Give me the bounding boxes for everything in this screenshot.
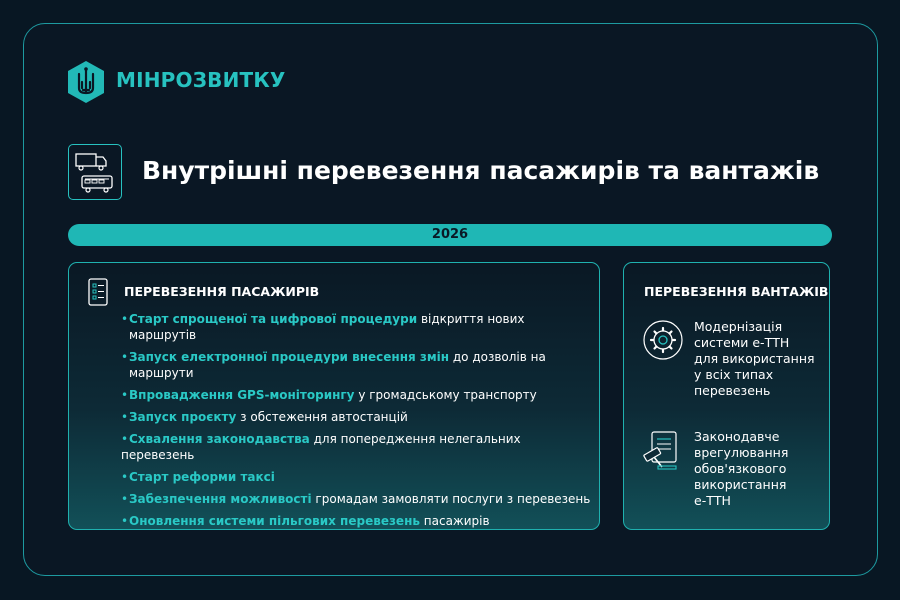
cargo-item-text bbox=[694, 429, 822, 509]
highlight-text: Запуск електронної процедури внесення змін bbox=[129, 350, 450, 364]
list-item bbox=[121, 409, 591, 425]
list-item bbox=[121, 513, 591, 529]
highlight-text: Старт спрощеної та цифрової процедури bbox=[129, 312, 418, 326]
item-text-cont: маршрути bbox=[129, 366, 194, 380]
item-text: з обстеження автостанцій bbox=[236, 410, 408, 424]
highlight-text: Запуск проєкту bbox=[129, 410, 237, 424]
highlight-text: Впровадження GPS-моніторингу bbox=[129, 388, 355, 402]
text-line: Модернізація bbox=[694, 319, 783, 334]
bullet: • bbox=[121, 514, 129, 528]
bullet: • bbox=[121, 350, 129, 364]
text-line: у всіх типах bbox=[694, 367, 774, 382]
page-title: Внутрішні перевезення пасажирів та вантажів bbox=[142, 156, 820, 185]
transport-icon-box bbox=[68, 144, 122, 200]
item-text-cont: маршрутів bbox=[129, 328, 197, 342]
highlight-text: Забезпечення можливості bbox=[129, 492, 312, 506]
list-item bbox=[121, 311, 591, 343]
item-text: громадам замовляти послуги з перевезень bbox=[311, 492, 591, 506]
item-text: у громадському транспорту bbox=[354, 388, 537, 402]
cargo-heading: ПЕРЕВЕЗЕННЯ ВАНТАЖІВ bbox=[644, 284, 829, 299]
bullet: • bbox=[121, 312, 129, 326]
list-item bbox=[121, 469, 591, 485]
checklist-icon bbox=[87, 277, 111, 307]
bullet: • bbox=[121, 410, 129, 424]
highlight-text: Схвалення законодавства bbox=[129, 432, 310, 446]
cargo-item-text bbox=[694, 319, 822, 399]
ministry-logo-icon bbox=[66, 60, 106, 104]
item-text: відкриття нових bbox=[417, 312, 525, 326]
brand-name: МІНРОЗВИТКУ bbox=[116, 68, 286, 92]
passengers-heading: ПЕРЕВЕЗЕННЯ ПАСАЖИРІВ bbox=[124, 284, 320, 299]
bullet: • bbox=[121, 388, 129, 402]
passengers-panel bbox=[68, 262, 600, 530]
text-line: е-ТТН bbox=[694, 493, 731, 508]
text-line: системи е-ТТН bbox=[694, 335, 790, 350]
item-text: пасажирів bbox=[419, 514, 490, 528]
bullet: • bbox=[121, 432, 129, 446]
gear-icon bbox=[642, 319, 684, 361]
truck-bus-icon bbox=[68, 144, 122, 200]
text-line: перевезень bbox=[694, 383, 771, 398]
text-line: врегулювання bbox=[694, 445, 789, 460]
law-document-icon bbox=[642, 429, 684, 471]
list-item bbox=[121, 387, 591, 403]
year-bar: 2026 bbox=[68, 224, 832, 246]
text-line: Законодавче bbox=[694, 429, 780, 444]
highlight-text: Оновлення системи пільгових перевезень bbox=[129, 514, 420, 528]
list-item bbox=[121, 431, 591, 463]
text-line: обов'язкового bbox=[694, 461, 787, 476]
cargo-panel bbox=[623, 262, 830, 530]
passengers-list bbox=[121, 311, 591, 535]
list-item bbox=[121, 349, 591, 381]
text-line: використання bbox=[694, 477, 787, 492]
item-text: для попередження нелегальних перевезень bbox=[121, 432, 521, 462]
text-line: для використання bbox=[694, 351, 815, 366]
bullet: • bbox=[121, 470, 129, 484]
highlight-text: Старт реформи таксі bbox=[129, 470, 275, 484]
bullet: • bbox=[121, 492, 129, 506]
list-item bbox=[121, 491, 591, 507]
item-text: до дозволів на bbox=[449, 350, 546, 364]
